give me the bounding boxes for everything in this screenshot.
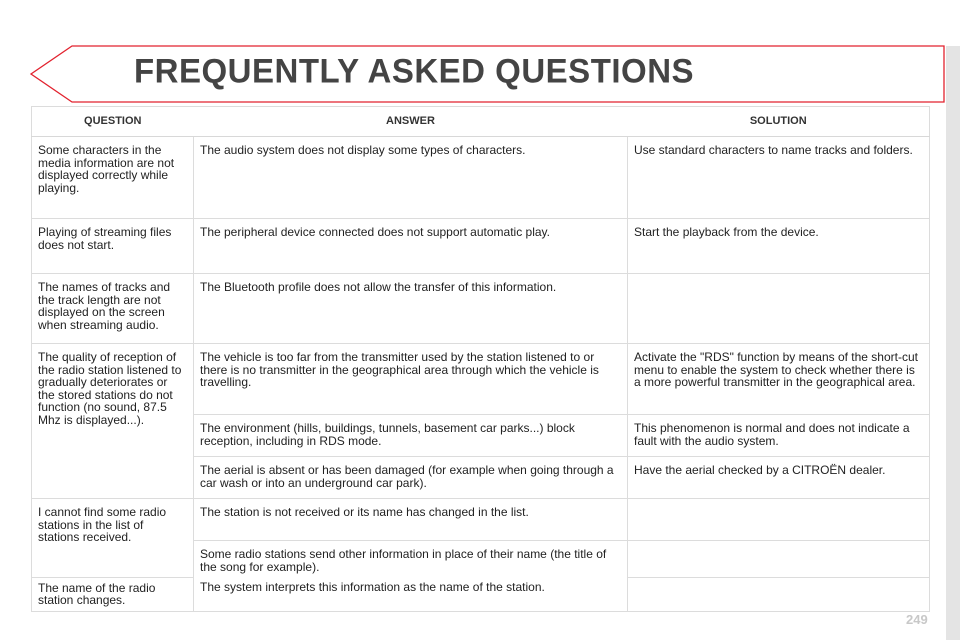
question-cell: Some characters in the media information are not displayed correctly while playing. xyxy=(32,137,194,219)
solution-cell: This phenomenon is normal and does not indicate a fault with the audio system. xyxy=(628,415,930,457)
question-cell: Playing of streaming files does not start. xyxy=(32,219,194,274)
solution-cell xyxy=(628,274,930,344)
table-row xyxy=(32,137,930,219)
page-title: FREQUENTLY ASKED QUESTIONS xyxy=(134,51,695,90)
table-row xyxy=(32,499,930,541)
table-row xyxy=(32,577,930,611)
question-cell: The quality of reception of the radio station listened to gradually deteriorates or the stored stations do not function (no sound, 87.5 Mhz is displayed...). xyxy=(32,344,194,499)
answer-cell: The system interprets this information as the name of the station. xyxy=(194,577,628,611)
column-header-answer: ANSWER xyxy=(194,107,628,137)
solution-cell: Start the playback from the device. xyxy=(628,219,930,274)
solution-cell: Activate the "RDS" function by means of the short-cut menu to enable the system to check whether there is a more powerful transmitter in the geographical area. xyxy=(628,344,930,415)
solution-cell xyxy=(628,541,930,578)
answer-cell: Some radio stations send other information in place of their name (the title of the song for example). xyxy=(194,541,628,578)
solution-cell: Use standard characters to name tracks and folders. xyxy=(628,137,930,219)
table-row xyxy=(32,274,930,344)
answer-cell: The vehicle is too far from the transmitter used by the station listened to or there is no transmitter in the geographical area through which the vehicle is travelling. xyxy=(194,344,628,415)
answer-cell: The station is not received or its name has changed in the list. xyxy=(194,499,628,541)
side-tab-bar xyxy=(946,46,960,640)
table-row xyxy=(32,344,930,415)
answer-cell: The peripheral device connected does not support automatic play. xyxy=(194,219,628,274)
column-header-question: QUESTION xyxy=(32,107,194,137)
answer-cell: The Bluetooth profile does not allow the transfer of this information. xyxy=(194,274,628,344)
column-header-solution: SOLUTION xyxy=(628,107,930,137)
question-cell: The names of tracks and the track length are not displayed on the screen when streaming audio. xyxy=(32,274,194,344)
solution-cell xyxy=(628,577,930,611)
solution-cell xyxy=(628,499,930,541)
table-header-row xyxy=(32,107,930,137)
faq-table xyxy=(31,106,930,612)
answer-cell: The aerial is absent or has been damaged (for example when going through a car wash or into an underground car park). xyxy=(194,457,628,499)
solution-cell: Have the aerial checked by a CITROËN dealer. xyxy=(628,457,930,499)
answer-cell: The environment (hills, buildings, tunnels, basement car parks...) block reception, including in RDS mode. xyxy=(194,415,628,457)
table-row xyxy=(32,219,930,274)
question-cell: The name of the radio station changes. xyxy=(32,577,194,611)
question-cell: I cannot find some radio stations in the list of stations received. xyxy=(32,499,194,578)
page-number: 249 xyxy=(906,612,928,627)
answer-cell: The audio system does not display some types of characters. xyxy=(194,137,628,219)
page-header xyxy=(0,0,960,104)
